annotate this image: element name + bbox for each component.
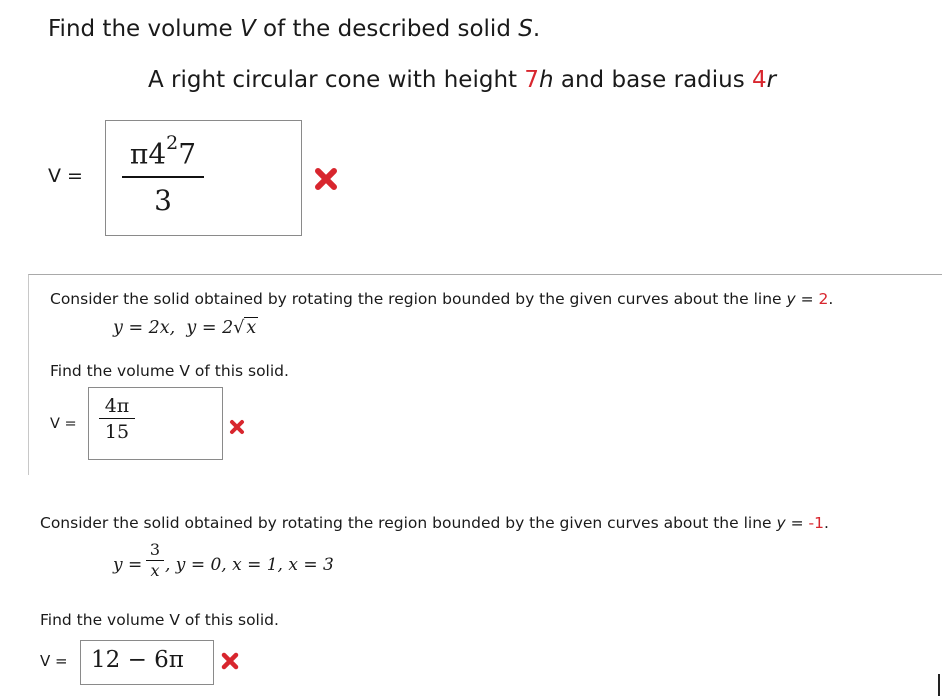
problem2-prompt: Consider the solid obtained by rotating the region bounded by the given curves about the line y = 2. [50, 290, 834, 308]
problem3-answer-input[interactable] [80, 640, 214, 685]
x-mark-icon [312, 165, 340, 193]
problem2-find-text: Find the volume V of this solid. [50, 362, 289, 380]
problem1-answer-fraction [122, 129, 204, 218]
problem2-v-label: V = [50, 416, 77, 432]
problem3-equation: y = 3 x , y = 0, x = 1, x = 3 [113, 540, 334, 580]
problem2-answer-denominator: 15 [104, 421, 130, 443]
problem3-v-label: V = [40, 652, 68, 670]
problem2-fraction-bar [99, 418, 135, 419]
problem3-answer-value: 12 − 6π [91, 647, 184, 673]
problem1-answer-denominator: 3 [154, 184, 172, 218]
problem2-answer-fraction [99, 395, 135, 443]
problem2-equation: y = 2x, y = 2√ x [113, 318, 257, 338]
problem2-answer-numerator: 4π [104, 395, 130, 417]
problem2-answer-input[interactable] [88, 387, 223, 460]
problem1-title: Find the volume V of the described solid S. [48, 16, 541, 42]
problem1-fraction-bar [122, 176, 204, 178]
problem3-prompt: Consider the solid obtained by rotating the region bounded by the given curves about the line y = -1. [40, 514, 829, 532]
x-mark-icon [228, 418, 246, 436]
problem1-answer-input[interactable] [105, 120, 302, 236]
x-mark-icon [220, 651, 240, 671]
sqrt-sign: √ [233, 318, 245, 338]
problem1-description: A right circular cone with height 7h and base radius 4r [148, 67, 777, 93]
problem1-answer-numerator: $\pi 4^27$ [129, 132, 197, 171]
problem1-v-label: V = [48, 165, 83, 187]
problem3-find-text: Find the volume V of this solid. [40, 611, 279, 629]
scrollbar-edge [938, 674, 940, 696]
problem3-equation-fraction: 3 x [146, 540, 164, 581]
